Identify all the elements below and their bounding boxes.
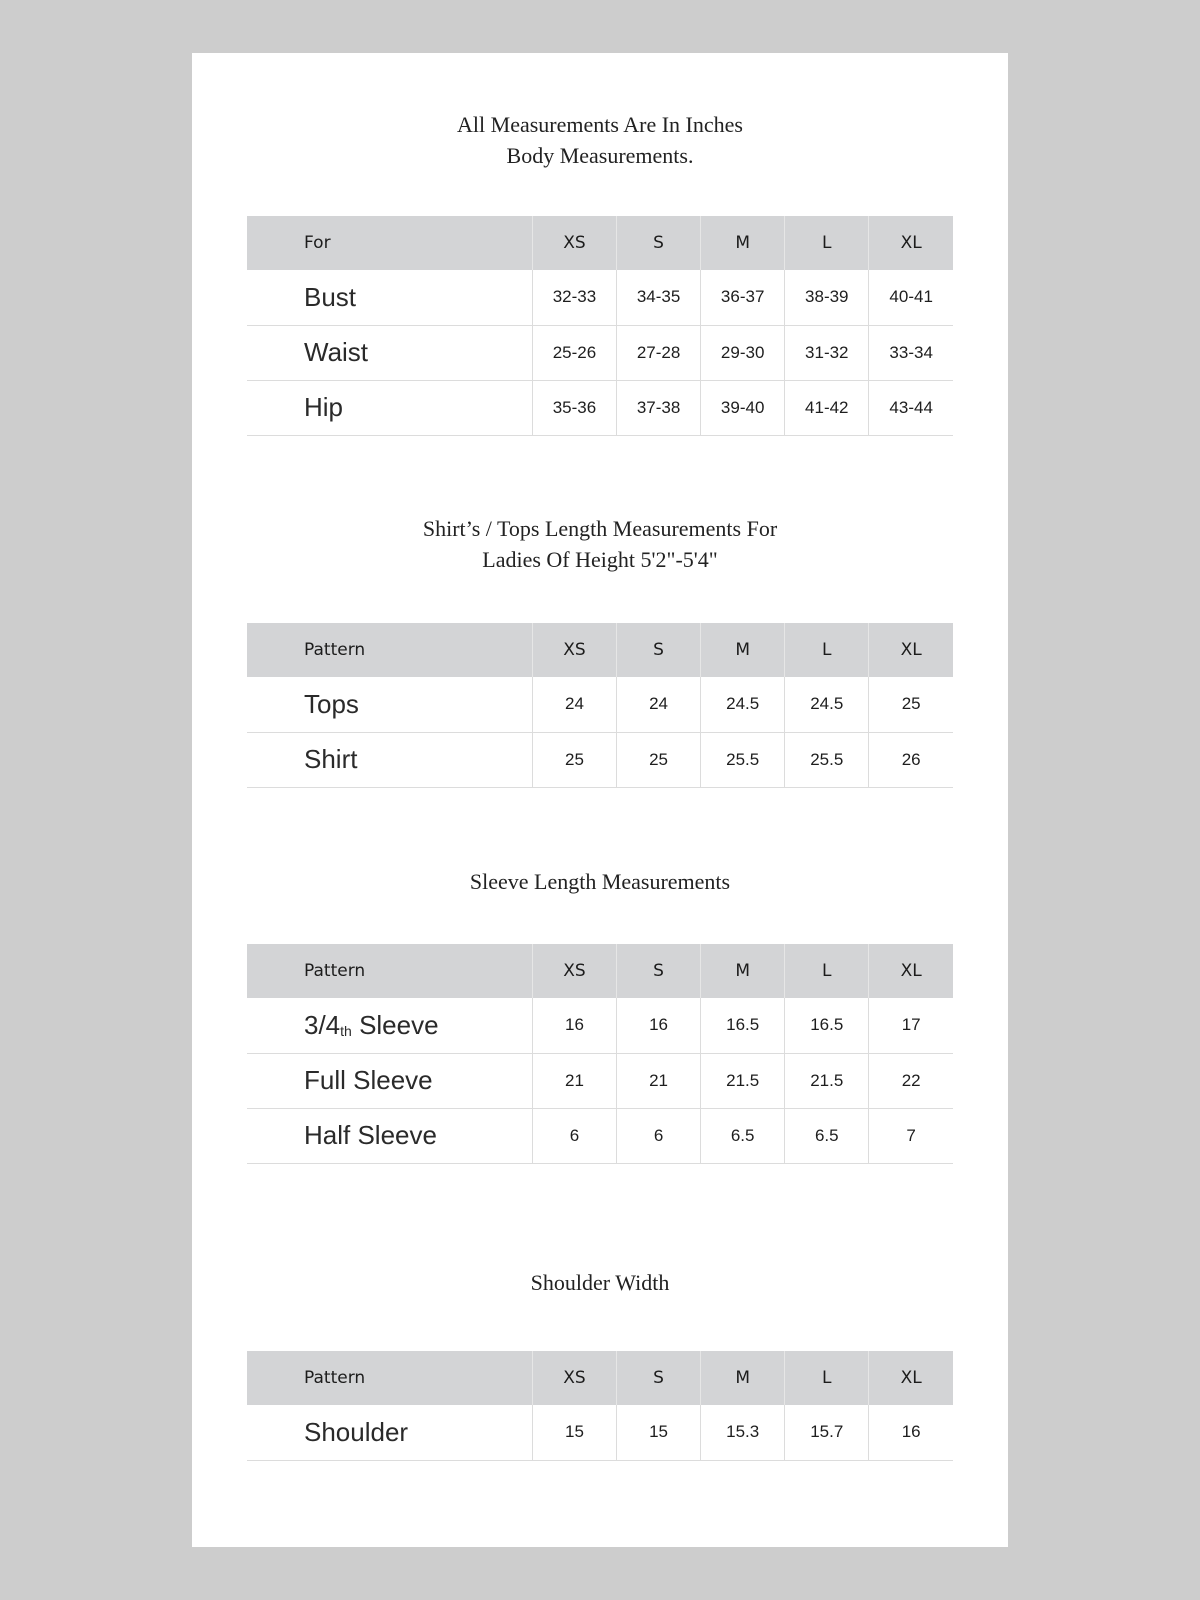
header-cell-l: L (785, 623, 869, 677)
table-cell: 25 (532, 732, 616, 787)
label-fraction: 3/4 (304, 1009, 341, 1040)
table-cell: 16 (869, 1405, 953, 1460)
table-cell: 25.5 (785, 732, 869, 787)
table-cell: 21 (617, 1053, 701, 1108)
row-label-full-sleeve: Full Sleeve (304, 1065, 433, 1095)
header-cell-pattern: Pattern (304, 640, 366, 660)
tops-length-table (247, 623, 953, 788)
table-cell: 31-32 (785, 325, 869, 380)
table-cell: 41-42 (785, 380, 869, 435)
title-line: All Measurements Are In Inches (457, 112, 743, 137)
header-cell-xs: XS (532, 944, 616, 998)
row-label-three-quarter-sleeve (247, 998, 532, 1053)
header-cell-s: S (617, 216, 701, 270)
table-cell: 33-34 (869, 325, 953, 380)
header-cell-xl: XL (869, 944, 953, 998)
table-row (247, 270, 953, 325)
table-cell: 15.7 (785, 1405, 869, 1460)
header-cell-xl: XL (869, 1351, 953, 1405)
table-cell: 22 (869, 1053, 953, 1108)
table-cell: 16.5 (785, 998, 869, 1053)
table-cell: 6 (532, 1108, 616, 1163)
header-cell-l: L (785, 1351, 869, 1405)
table-cell: 15 (532, 1405, 616, 1460)
table-cell: 7 (869, 1108, 953, 1163)
header-cell-m: M (701, 1351, 785, 1405)
body-measurements-table (247, 216, 953, 436)
header-cell-xl: XL (869, 216, 953, 270)
title-line: Body Measurements. (506, 143, 694, 168)
row-label-shoulder: Shoulder (304, 1416, 409, 1447)
table-cell: 25-26 (532, 325, 616, 380)
table-cell: 25.5 (701, 732, 785, 787)
table-cell: 35-36 (532, 380, 616, 435)
table-cell: 21.5 (701, 1053, 785, 1108)
table-cell: 29-30 (701, 325, 785, 380)
table-cell: 24 (617, 677, 701, 732)
table-header-row (247, 944, 953, 998)
table-cell: 26 (869, 732, 953, 787)
title-line: Shoulder Width (530, 1270, 670, 1295)
row-label-bust: Bust (304, 281, 357, 312)
table-cell: 16 (532, 998, 616, 1053)
header-cell-m: M (701, 216, 785, 270)
table-cell: 21.5 (785, 1053, 869, 1108)
tops-length-title (192, 513, 1008, 575)
header-cell-s: S (617, 944, 701, 998)
table-cell: 25 (869, 677, 953, 732)
table-header-row (247, 1351, 953, 1405)
table-cell: 24.5 (701, 677, 785, 732)
size-chart-sheet (192, 53, 1008, 1547)
table-cell: 6.5 (701, 1108, 785, 1163)
body-measurements-title (192, 109, 1008, 171)
sleeve-length-title (192, 866, 1008, 897)
table-header-row (247, 623, 953, 677)
table-cell: 6 (617, 1108, 701, 1163)
title-line: Shirt’s / Tops Length Measurements For (422, 516, 778, 541)
table-cell: 24 (532, 677, 616, 732)
table-row (247, 677, 953, 732)
table-row (247, 1053, 953, 1108)
header-cell-l: L (785, 944, 869, 998)
table-cell: 21 (532, 1053, 616, 1108)
shoulder-width-table (247, 1351, 953, 1461)
table-cell: 39-40 (701, 380, 785, 435)
table-cell: 17 (869, 998, 953, 1053)
row-label-tops: Tops (304, 688, 359, 719)
table-cell: 40-41 (869, 270, 953, 325)
table-row (247, 732, 953, 787)
table-cell: 38-39 (785, 270, 869, 325)
title-line: Sleeve Length Measurements (469, 869, 731, 894)
table-cell: 43-44 (869, 380, 953, 435)
table-cell: 16 (617, 998, 701, 1053)
table-cell: 32-33 (532, 270, 616, 325)
table-row (247, 325, 953, 380)
row-label-half-sleeve: Half Sleeve (304, 1120, 437, 1150)
table-cell: 16.5 (701, 998, 785, 1053)
header-cell-m: M (701, 944, 785, 998)
shoulder-width-title (192, 1267, 1008, 1298)
table-cell: 37-38 (617, 380, 701, 435)
header-cell-s: S (617, 623, 701, 677)
title-line: Ladies Of Height 5'2"-5'4" (482, 547, 718, 572)
table-cell: 15.3 (701, 1405, 785, 1460)
table-cell: 15 (617, 1405, 701, 1460)
header-cell-xs: XS (532, 216, 616, 270)
row-label-hip: Hip (304, 392, 344, 422)
row-label-waist: Waist (304, 337, 369, 367)
table-cell: 36-37 (701, 270, 785, 325)
label-ordinal: th (340, 1022, 352, 1039)
header-cell-l: L (785, 216, 869, 270)
row-label-shirt: Shirt (304, 744, 358, 774)
header-cell-xs: XS (532, 1351, 616, 1405)
header-cell-xs: XS (532, 623, 616, 677)
header-cell-pattern: Pattern (304, 961, 366, 981)
table-cell: 25 (617, 732, 701, 787)
table-row (247, 998, 953, 1053)
header-cell-xl: XL (869, 623, 953, 677)
table-cell: 34-35 (617, 270, 701, 325)
label-word: Sleeve (351, 1009, 439, 1040)
table-cell: 27-28 (617, 325, 701, 380)
header-cell-m: M (701, 623, 785, 677)
table-cell: 24.5 (785, 677, 869, 732)
header-cell-for: For (304, 233, 331, 253)
header-cell-pattern: Pattern (304, 1368, 366, 1388)
table-row (247, 1405, 953, 1460)
header-cell-s: S (617, 1351, 701, 1405)
table-row (247, 380, 953, 435)
table-row (247, 1108, 953, 1163)
sleeve-length-table (247, 944, 953, 1164)
table-header-row (247, 216, 953, 270)
table-cell: 6.5 (785, 1108, 869, 1163)
